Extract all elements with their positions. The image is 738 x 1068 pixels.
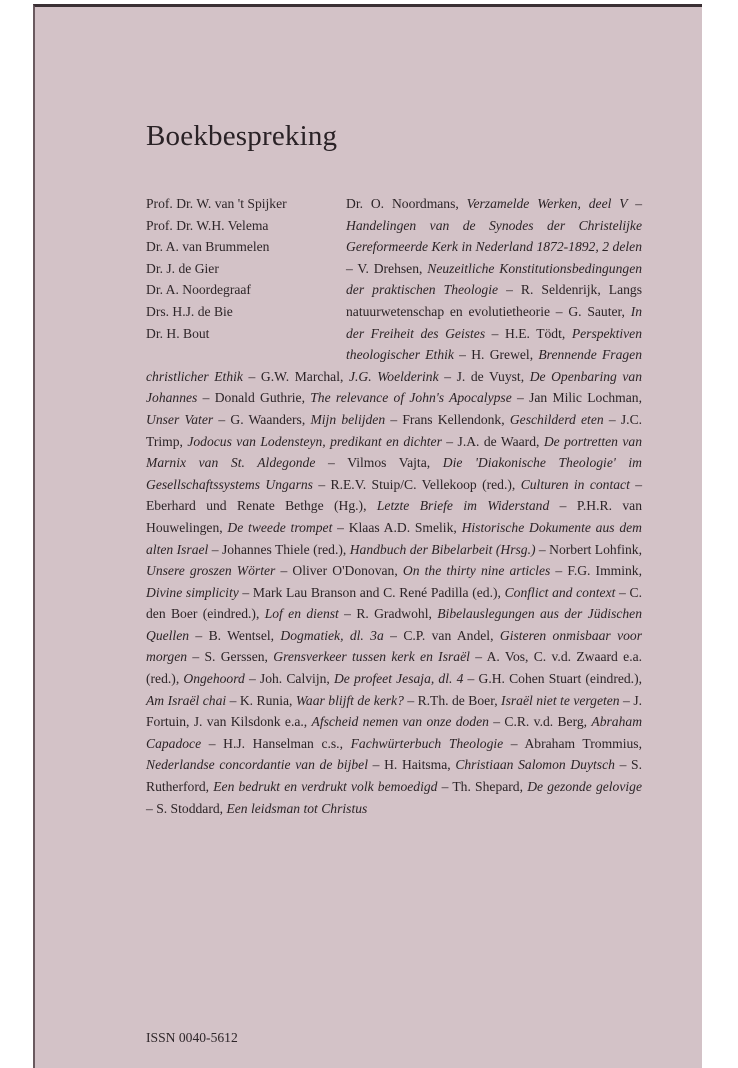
review-title: Christiaan Salomon Duytsch [455, 757, 615, 773]
review-title: Afscheid nemen van onze doden [311, 714, 489, 730]
review-title: Conflict and context [504, 584, 616, 600]
review-title: Mijn belijden [310, 411, 386, 427]
review-author: C. den Boer (eindred.) [146, 584, 642, 622]
author-item: Dr. H. Bout [146, 325, 210, 341]
review-author: G.H. Cohen Stuart (eindred.) [478, 671, 639, 687]
review-author: Donald Guthrie [214, 390, 302, 406]
review-title: Israël niet te vergeten [501, 692, 620, 708]
review-author: C.P. van Andel [403, 627, 491, 643]
review-title: Die 'Diakonische Theologie' im Gesellschaftssystems Ungarns [146, 455, 642, 492]
review-author: R.E.V. Stuip/C. Vellekoop (red.) [330, 476, 512, 492]
author-item: Drs. H.J. de Bie [146, 303, 233, 319]
review-title: Brennende Fragen christlicher Ethik [146, 347, 643, 384]
page-title: Boekbespreking [146, 120, 338, 152]
review-title: Ongehoord [183, 671, 245, 687]
review-author: Frans Kellendonk [402, 411, 502, 427]
review-author: H.E. Tödt [505, 325, 562, 341]
review-title: Geschilderd eten [509, 411, 604, 427]
review-title: In der Freiheit des Geistes [346, 303, 643, 341]
review-author: K. Runia [239, 692, 289, 708]
review-title: De profeet Jesaja, dl. 4 [333, 671, 464, 687]
author-item: Prof. Dr. W. van 't Spijker [146, 196, 287, 211]
review-author: G. Waanders [230, 411, 302, 427]
author-item: Dr. A. van Brummelen [146, 239, 270, 255]
review-title: Fachwürterbuch Theologie [350, 735, 504, 751]
review-author: V. Drehsen [357, 260, 420, 276]
review-author: Vilmos Vajta [347, 455, 427, 471]
review-title: Divine simplicity [146, 584, 239, 600]
review-title: Culturen in contact [520, 476, 630, 492]
review-title: De tweede trompet [227, 519, 333, 535]
review-title: Nederlandse concordantie van de bijbel [146, 757, 368, 773]
review-author: S. Rutherford [146, 757, 642, 795]
review-title: Handbuch der Bibelarbeit (Hrsg.) [349, 541, 536, 557]
review-author: F.G. Immink [567, 563, 639, 579]
review-author: G.W. Marchal [260, 368, 340, 384]
review-title: Een bedrukt en verdrukt volk bemoedigd [213, 779, 438, 795]
review-author: R.Th. de Boer [417, 692, 495, 708]
review-title: Langs natuurwetenschap en evolutietheorie [346, 282, 642, 319]
review-author: Klaas A.D. Smelik [348, 519, 454, 535]
review-title: Historische Dokumente aus dem alten Israel [146, 519, 642, 557]
review-title: J.G. Woelderink [348, 368, 439, 384]
review-author: B. Wentsel [208, 627, 271, 643]
review-title: Unser Vater [146, 411, 214, 427]
review-title: The relevance of John's Apocalypse [310, 390, 512, 406]
review-title: Verzamelde Werken, deel V – Handelingen van de Synodes der Christelijke Gereformeerde Kerk in Nederland 1872-1892, 2 delen [346, 196, 642, 255]
review-title: De Openbaring van Johannes [146, 368, 643, 406]
review-author: Norbert Lohfink [549, 541, 639, 557]
review-title: Een leidsman tot Christus [226, 800, 368, 816]
review-author: J. Fortuin, J. van Kilsdonk e.a. [146, 692, 643, 730]
review-author: C.R. v.d. Berg [504, 714, 584, 730]
review-author: J.A. de Waard [457, 433, 536, 449]
review-title: On the thirty nine articles [402, 563, 551, 579]
review-title: Grensverkeer tussen kerk en Israël [273, 649, 470, 665]
review-author: S. Stoddard [156, 800, 220, 816]
review-entries: Dr. O. Noordmans, Verzamelde Werken, deel V – Handelingen van de Synodes der Christelijke Gereformeerde Kerk in Nederland 1872-1892, 2 delen – V. Drehsen, Neuzeitliche Konstitutionsbedingungen der praktischen Theologie – R. Seldenrijk, Langs natuurwetenschap en evolutietheorie – G. Sauter, In der Freiheit des Geistes – H.E. Tödt, Perspektiven theologischer Ethik – H. Grewel, Brennende Fragen christlicher Ethik – G.W. Marchal, J.G. Woelderink – J. de Vuyst, De Openbaring van Johannes – Donald Guthrie, The relevance of John's Apocalypse – Jan Milic Lochman, Unser Vater – G. Waanders, Mijn belijden – Frans Kellendonk, Geschilderd eten – J.C. Trimp, Jodocus van Lodensteyn, predikant en dichter – J.A. de Waard, De portretten van Marnix van St. Aldegonde – Vilmos Vajta, Die 'Diakonische Theologie' im Gesellschaftssystems Ungarns – R.E.V. Stuip/C. Vellekoop (red.), Culturen in contact – Eberhard und Renate Bethge (Hg.), Letzte Briefe im Widerstand – P.H.R. van Houwelingen, De tweede trompet – Klaas A.D. Smelik, Historische Dokumente aus dem alten Israel – Johannes Thiele (red.), Handbuch der Bibelarbeit (Hrsg.) – Norbert Lohfink, Unsere groszen Wörter – Oliver O'Donovan, On the thirty nine articles – F.G. Immink, Divine simplicity – Mark Lau Branson and C. René Padilla (ed.), Conflict and context – C. den Boer (eindred.), Lof en dienst – R. Gradwohl, Bibelauslegungen aus der Jüdischen Quellen – B. Wentsel, Dogmatiek, dl. 3a – C.P. van Andel, Gisteren onmisbaar voor morgen – S. Gerssen, Grensverkeer tussen kerk en Israël – A. Vos, C. v.d. Zwaard e.a. (red.), Ongehoord – Joh. Calvijn, De profeet Jesaja, dl. 4 – G.H. Cohen Stuart (eindred.), Am Israël chai – K. Runia, Waar blijft de kerk? – R.Th. de Boer, Israël niet te vergeten – J. Fortuin, J. van Kilsdonk e.a., Afscheid nemen van onze doden – C.R. v.d. Berg, Abraham Capadoce – H.J. Hanselman c.s., Fachwürterbuch Theologie – Abraham Trommius, Nederlandse concordantie van de bijbel – H. Haitsma, Christiaan Salomon Duytsch – S. Rutherford, Een bedrukt en verdrukt volk bemoedigd – Th. Shepard, De gezonde gelovige – S. Stoddard, Een leidsman tot Christus [146, 196, 643, 816]
review-author: Eberhard und Renate Bethge (Hg.) [146, 498, 364, 514]
review-author: Th. Shepard [452, 779, 520, 795]
review-title: Letzte Briefe im Widerstand [376, 498, 550, 514]
issn-number: ISSN 0040-5612 [146, 1030, 238, 1045]
review-title: Jodocus van Lodensteyn, predikant en dichter [187, 433, 442, 449]
review-title: Gisteren onmisbaar voor morgen [146, 627, 643, 665]
author-column-spacer [146, 193, 346, 345]
review-author: J. de Vuyst [456, 368, 521, 384]
review-title: Waar blijft de kerk? [295, 692, 404, 708]
author-item: Dr. A. Noordegraaf [146, 282, 251, 298]
review-author: Abraham Trommius [524, 735, 639, 751]
review-author: H. Grewel [471, 347, 530, 363]
review-list [146, 193, 642, 819]
review-title: Perspektiven theologischer Ethik [346, 325, 643, 363]
review-title: De portretten van Marnix van St. Aldegonde [146, 433, 643, 471]
review-title: De gezonde gelovige [527, 779, 642, 795]
review-title: Unsere groszen Wörter [146, 563, 276, 579]
review-author: Johannes Thiele (red.) [221, 541, 343, 557]
review-title: Lof en dienst [264, 606, 339, 622]
review-author: S. Gerssen [204, 649, 265, 665]
review-author: H. Haitsma [384, 757, 448, 773]
review-title: Dogmatiek, dl. 3a [280, 627, 384, 643]
review-author: G. Sauter [568, 303, 622, 319]
review-author: Joh. Calvijn [259, 671, 327, 687]
author-item: Prof. Dr. W.H. Velema [146, 217, 269, 233]
review-title: Bibelauslegungen aus der Jüdischen Quellen [146, 606, 643, 643]
review-title: Neuzeitliche Konstitutionsbedingungen der praktischen Theologie [346, 260, 643, 298]
review-author: R. Gradwohl [356, 606, 429, 622]
review-author: J.C. Trimp [146, 411, 643, 449]
review-author: Mark Lau Branson and C. René Padilla (ed.) [252, 584, 498, 600]
author-item: Dr. J. de Gier [146, 260, 219, 276]
review-author: Dr. O. Noordmans [346, 196, 456, 211]
review-title: Abraham Capadoce [146, 714, 643, 751]
review-author: P.H.R. van Houwelingen [146, 498, 642, 535]
review-author: Jan Milic Lochman [529, 390, 639, 406]
review-author: Oliver O'Donovan [292, 563, 395, 579]
review-title: Am Israël chai [146, 692, 227, 708]
review-author: R. Seldenrijk [520, 282, 598, 298]
review-author: H.J. Hanselman c.s. [223, 735, 340, 751]
review-author: A. Vos, C. v.d. Zwaard e.a. (red.) [146, 649, 643, 687]
